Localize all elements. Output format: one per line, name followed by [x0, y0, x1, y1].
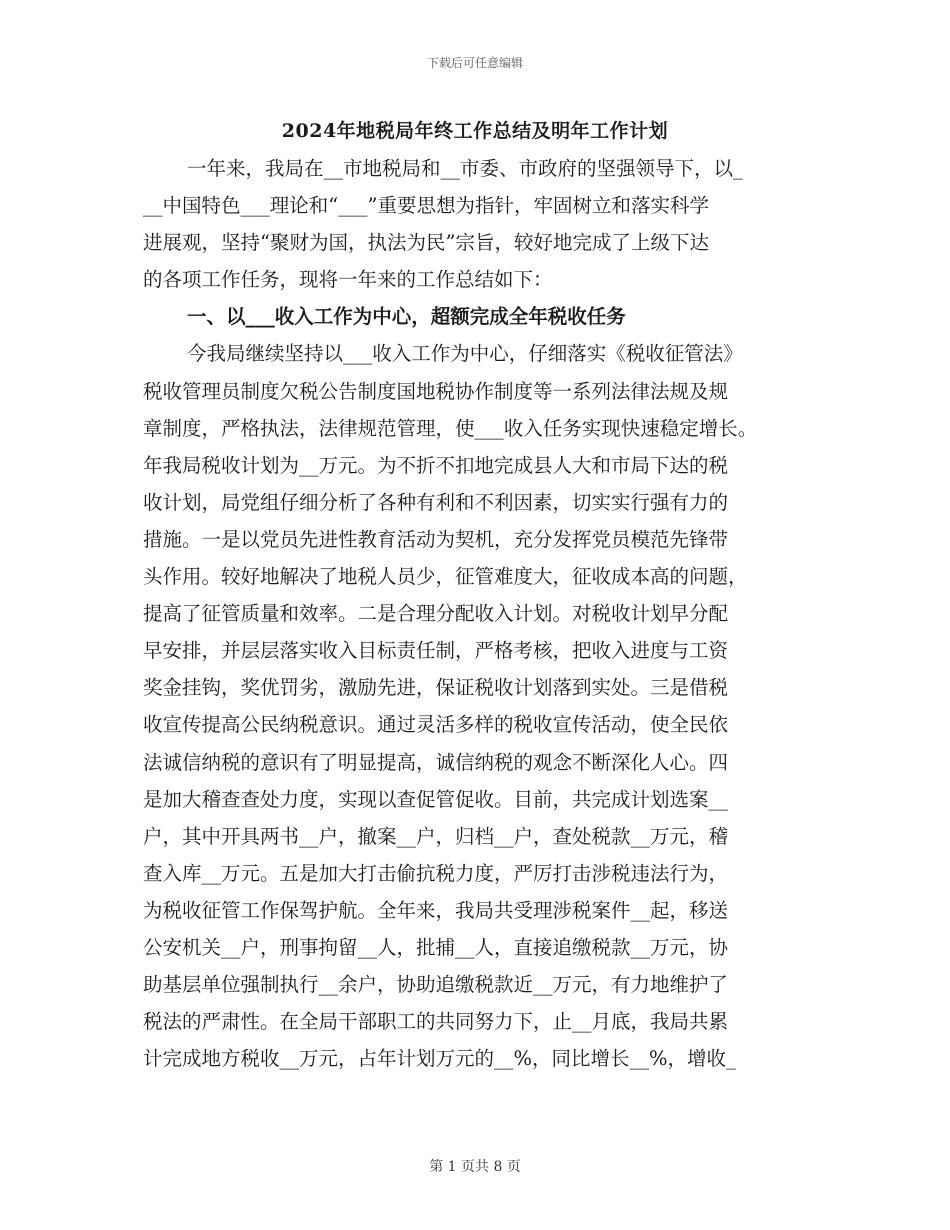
section-line: 助基层单位强制执行__余户，协助追缴税款近__万元，有力地维护了: [143, 973, 729, 997]
section-line: 章制度，严格执法，法律规范管理，使___收入任务实现快速稳定增长。: [143, 416, 758, 440]
section-line: 早安排，并层层落实收入目标责任制，严格考核，把收入进度与工资: [143, 639, 729, 663]
section-line: 户，其中开具两书__户，撤案__户，归档__户，查处税款__万元，稽: [143, 824, 729, 848]
intro-line: __中国特色___理论和“___”重要思想为指针，牢固树立和落实科学: [143, 194, 709, 218]
section-line: 收计划，局党组仔细分析了各种有利和不利因素，切实实行强有力的: [143, 490, 729, 514]
section-line: 提高了征管质量和效率。二是合理分配收入计划。对税收计划早分配: [143, 602, 729, 626]
intro-line: 的各项工作任务，现将一年来的工作总结如下：: [143, 268, 553, 292]
section-line: 税收管理员制度欠税公告制度国地税协作制度等一系列法律法规及规: [143, 379, 729, 403]
section-heading: 一、以___收入工作为中心，超额完成全年税收任务: [187, 305, 626, 329]
section-line: 法诚信纳税的意识有了明显提高，诚信纳税的观念不断深化人心。四: [143, 750, 729, 774]
section-line: 为税收征管工作保驾护航。全年来，我局共受理涉税案件__起，移送: [143, 898, 729, 922]
section-line: 税法的严肃性。在全局干部职工的共同努力下，止__月底，我局共累: [143, 1010, 729, 1034]
section-line: 是加大稽查查处力度，实现以查促管促收。目前，共完成计划选案__: [143, 787, 729, 811]
section-line: 查入库__万元。五是加大打击偷抗税力度，严厉打击涉税违法行为，: [143, 861, 729, 885]
section-line: 收宣传提高公民纳税意识。通过灵活多样的税收宣传活动，使全民依: [143, 713, 729, 737]
section-line: 奖金挂钩，奖优罚劣，激励先进，保证税收计划落到实处。三是借税: [143, 676, 729, 700]
section-line: 头作用。较好地解决了地税人员少，征管难度大，征收成本高的问题，: [143, 565, 748, 589]
page-footer: 第 1 页共 8 页: [429, 1159, 521, 1175]
section-line: 措施。一是以党员先进性教育活动为契机，充分发挥党员模范先锋带: [143, 527, 729, 551]
intro-line: 进展观，坚持“聚财为国，执法为民”宗旨，较好地完成了上级下达: [143, 231, 709, 255]
document-body: [143, 150, 819, 1077]
section-line: 公安机关__户，刑事拘留__人，批捕__人，直接追缴税款__万元，协: [143, 935, 729, 959]
section-line: 年我局税收计划为__万元。为不折不扣地完成县人大和市局下达的税: [143, 453, 729, 477]
section-line: 计完成地方税收__万元，占年计划万元的__%，同比增长__%，增收_: [143, 1047, 736, 1071]
intro-line: 一年来，我局在__市地税局和__市委、市政府的坚强领导下，以_: [187, 157, 743, 180]
document-title: 2024年地税局年终工作总结及明年工作计划: [281, 120, 669, 142]
header-note: 下载后可任意编辑: [426, 56, 523, 70]
section-line: 今我局继续坚持以___收入工作为中心，仔细落实《税收征管法》: [187, 342, 743, 366]
